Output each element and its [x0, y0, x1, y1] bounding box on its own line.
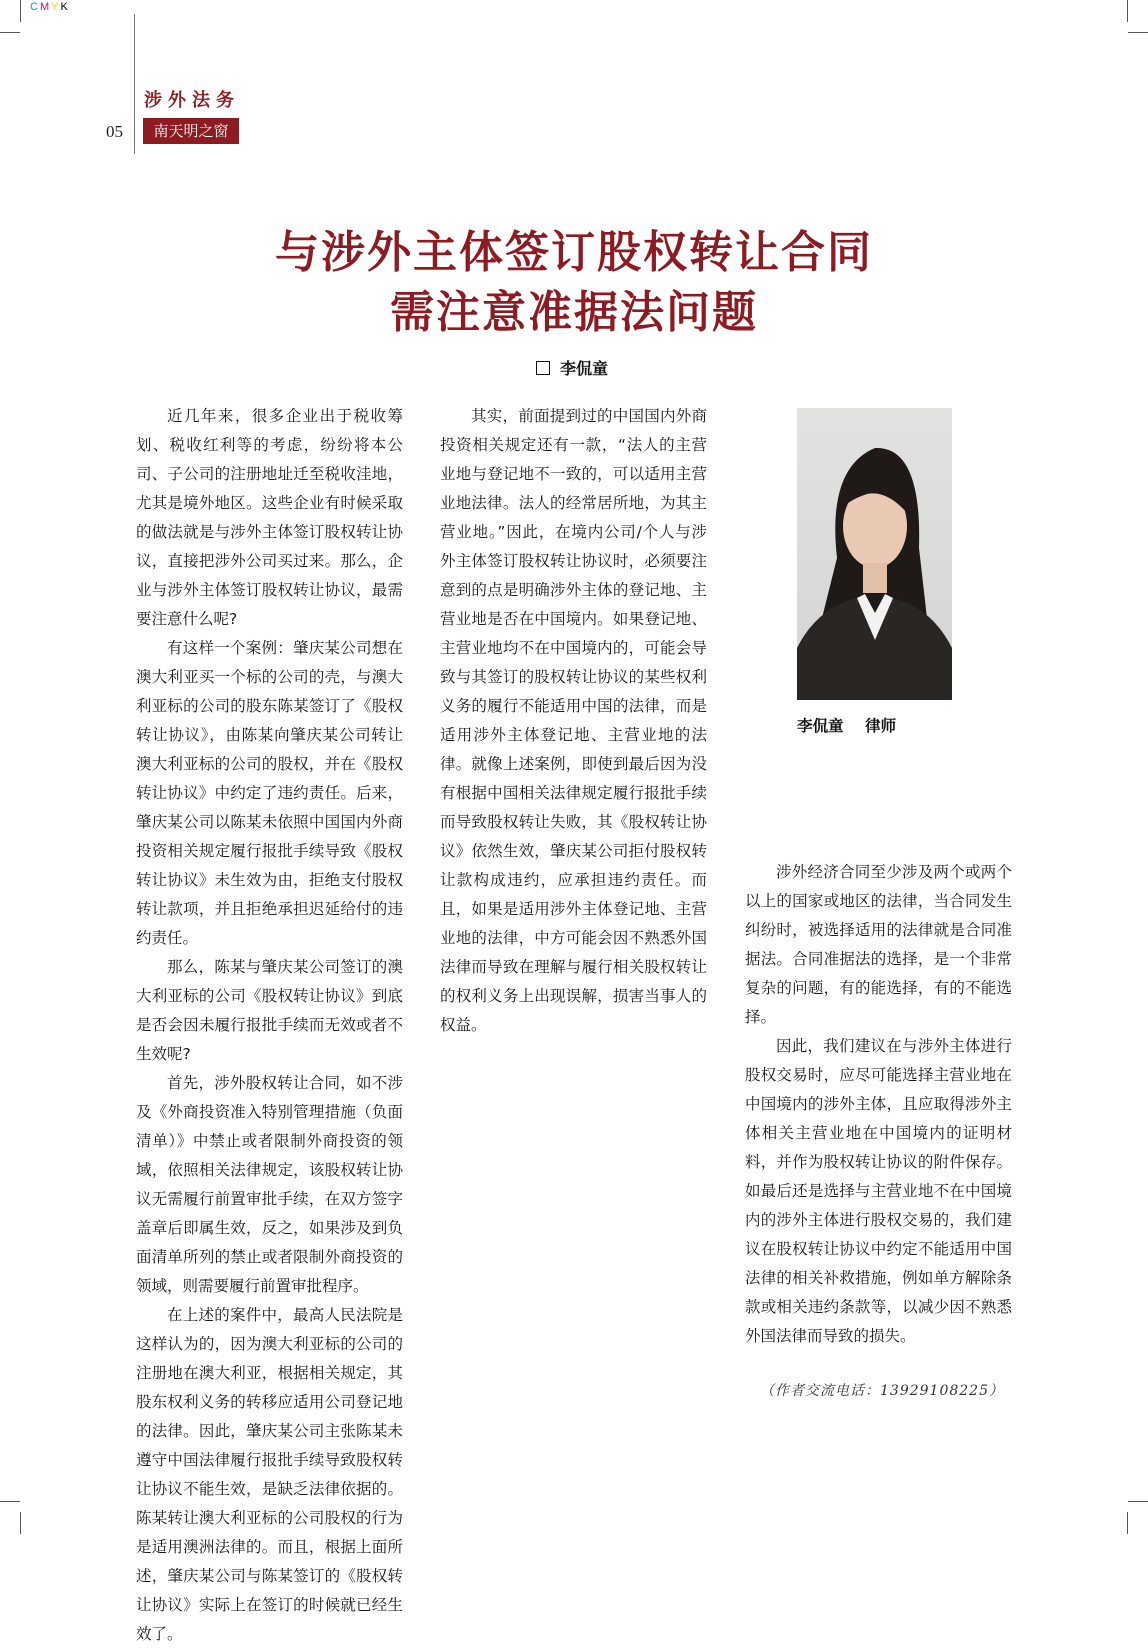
cmyk-m: M — [39, 1, 52, 13]
crop-mark — [1128, 32, 1148, 33]
header-divider — [134, 14, 135, 154]
portrait-icon — [797, 408, 952, 700]
column-tag: 南天明之窗 — [143, 118, 239, 144]
cmyk-y: Y — [51, 1, 61, 13]
byline-box-icon — [536, 361, 550, 375]
paragraph: 其实，前面提到过的中国国内外商投资相关规定还有一款，“法人的主营业地与登记地不一致的，可以适用主营业地法律。法人的经常居所地，为其主营业地。”因此，在境内公司/个人与涉外主体签订股权转让协议时，必须要注意到的点是明确涉外主体的登记地、主营业地是否在中国境内。如果登记地、主营业地均不在中国境内的，可能会导致与其签订的股权转让协议的某些权利义务的履行不能适用中国的法律，而是适用涉外主体登记地、主营业地的法律。就像上述案例，即使到最后因为没有根据中国相关法律规定履行报批手续而导致股权转让失败，其《股权转让协议》依然生效，肇庆某公司拒付股权转让款构成违约，应承担违约责任。而且，如果是适用涉外主体登记地、主营业地的法律，中方可能会因不熟悉外国法律而导致在理解与履行相关股权转让的权利义务上出现误解，损害当事人的权益。 — [440, 407, 707, 1034]
text-column-2 — [440, 402, 707, 1040]
crop-mark — [20, 1512, 21, 1534]
article-title-line2: 需注意准据法问题 — [390, 287, 758, 338]
page-number: 05 — [106, 122, 123, 141]
crop-mark — [1127, 0, 1128, 22]
author-contact: （作者交流电话：13929108225） — [760, 1383, 1004, 1399]
paragraph: 近几年来，很多企业出于税收筹划、税收红利等的考虑，纷纷将本公司、子公司的注册地址迁至税收洼地，尤其是境外地区。这些企业有时候采取的做法就是与涉外主体签订股权转让协议，直接把涉外公司买过来。那么，企业与涉外主体签订股权转让协议，最需要注意什么呢? — [136, 407, 403, 628]
paragraph: 在上述的案件中，最高人民法院是这样认为的，因为澳大利亚标的公司的注册地在澳大利亚，根据相关规定，其股东权利义务的转移应适用公司登记地的法律。因此，肇庆某公司主张陈某未遵守中国法律履行报批手续导致股权转让协议不能生效，是缺乏法律依据的。陈某转让澳大利亚标的公司股权的行为是适用澳洲法律的。而且，根据上面所述，肇庆某公司与陈某签订的《股权转让协议》实际上在签订的时候就已经生效了。 — [136, 1306, 403, 1643]
crop-mark — [20, 0, 21, 22]
author-name: 李侃童 — [560, 359, 609, 378]
photo-caption: 李侃童 律师 — [797, 717, 897, 735]
cmyk-c: C — [30, 1, 40, 13]
paragraph: 有这样一个案例：肇庆某公司想在澳大利亚买一个标的公司的壳，与澳大利亚标的公司的股东陈某签订了《股权转让协议》，由陈某向肇庆某公司转让澳大利亚标的公司的股权，并在《股权转让协议》中约定了违约责任。后来，肇庆某公司以陈某未依照中国国内外商投资相关规定履行报批手续导致《股权转让协议》未生效为由，拒绝支付股权转让款项，并且拒绝承担迟延给付的违约责任。 — [136, 639, 403, 947]
cmyk-mark — [30, 1, 70, 13]
section-title: 涉外法务 — [144, 90, 240, 111]
cmyk-k: K — [60, 1, 70, 13]
paragraph: 首先，涉外股权转让合同，如不涉及《外商投资准入特别管理措施（负面清单）》中禁止或者限制外商投资的领域，依照相关法律规定，该股权转让协议无需履行前置审批手续，在双方签字盖章后即属生效，反之，如果涉及到负面清单所列的禁止或者限制外商投资的领域，则需要履行前置审批程序。 — [136, 1074, 403, 1295]
crop-mark — [1127, 1512, 1128, 1534]
paragraph: 因此，我们建议在与涉外主体进行股权交易时，应尽可能选择主营业地在中国境内的涉外主体，且应取得涉外主体相关主营业地在中国境内的证明材料，并作为股权转让协议的附件保存。如最后还是选择与主营业地不在中国境内的涉外主体进行股权交易的，我们建议在股权转让协议中约定不能适用中国法律的相关补救措施，例如单方解除条款或相关违约条款等，以减少因不熟悉外国法律而导致的损失。 — [745, 1037, 1012, 1345]
crop-mark — [0, 1501, 20, 1502]
text-column-1 — [136, 402, 403, 1649]
crop-mark — [1128, 1501, 1148, 1502]
author-photo — [797, 408, 952, 700]
byline — [536, 356, 608, 379]
paragraph: 涉外经济合同至少涉及两个或两个以上的国家或地区的法律，当合同发生纠纷时，被选择适用的法律就是合同准据法。合同准据法的选择，是一个非常复杂的问题，有的能选择，有的不能选择。 — [745, 863, 1012, 1026]
article-title-line1: 与涉外主体签订股权转让合同 — [275, 227, 873, 278]
crop-mark — [0, 32, 20, 33]
text-column-3 — [745, 858, 1012, 1351]
paragraph: 那么，陈某与肇庆某公司签订的澳大利亚标的公司《股权转让协议》到底是否会因未履行报批手续而无效或者不生效呢? — [136, 958, 403, 1063]
